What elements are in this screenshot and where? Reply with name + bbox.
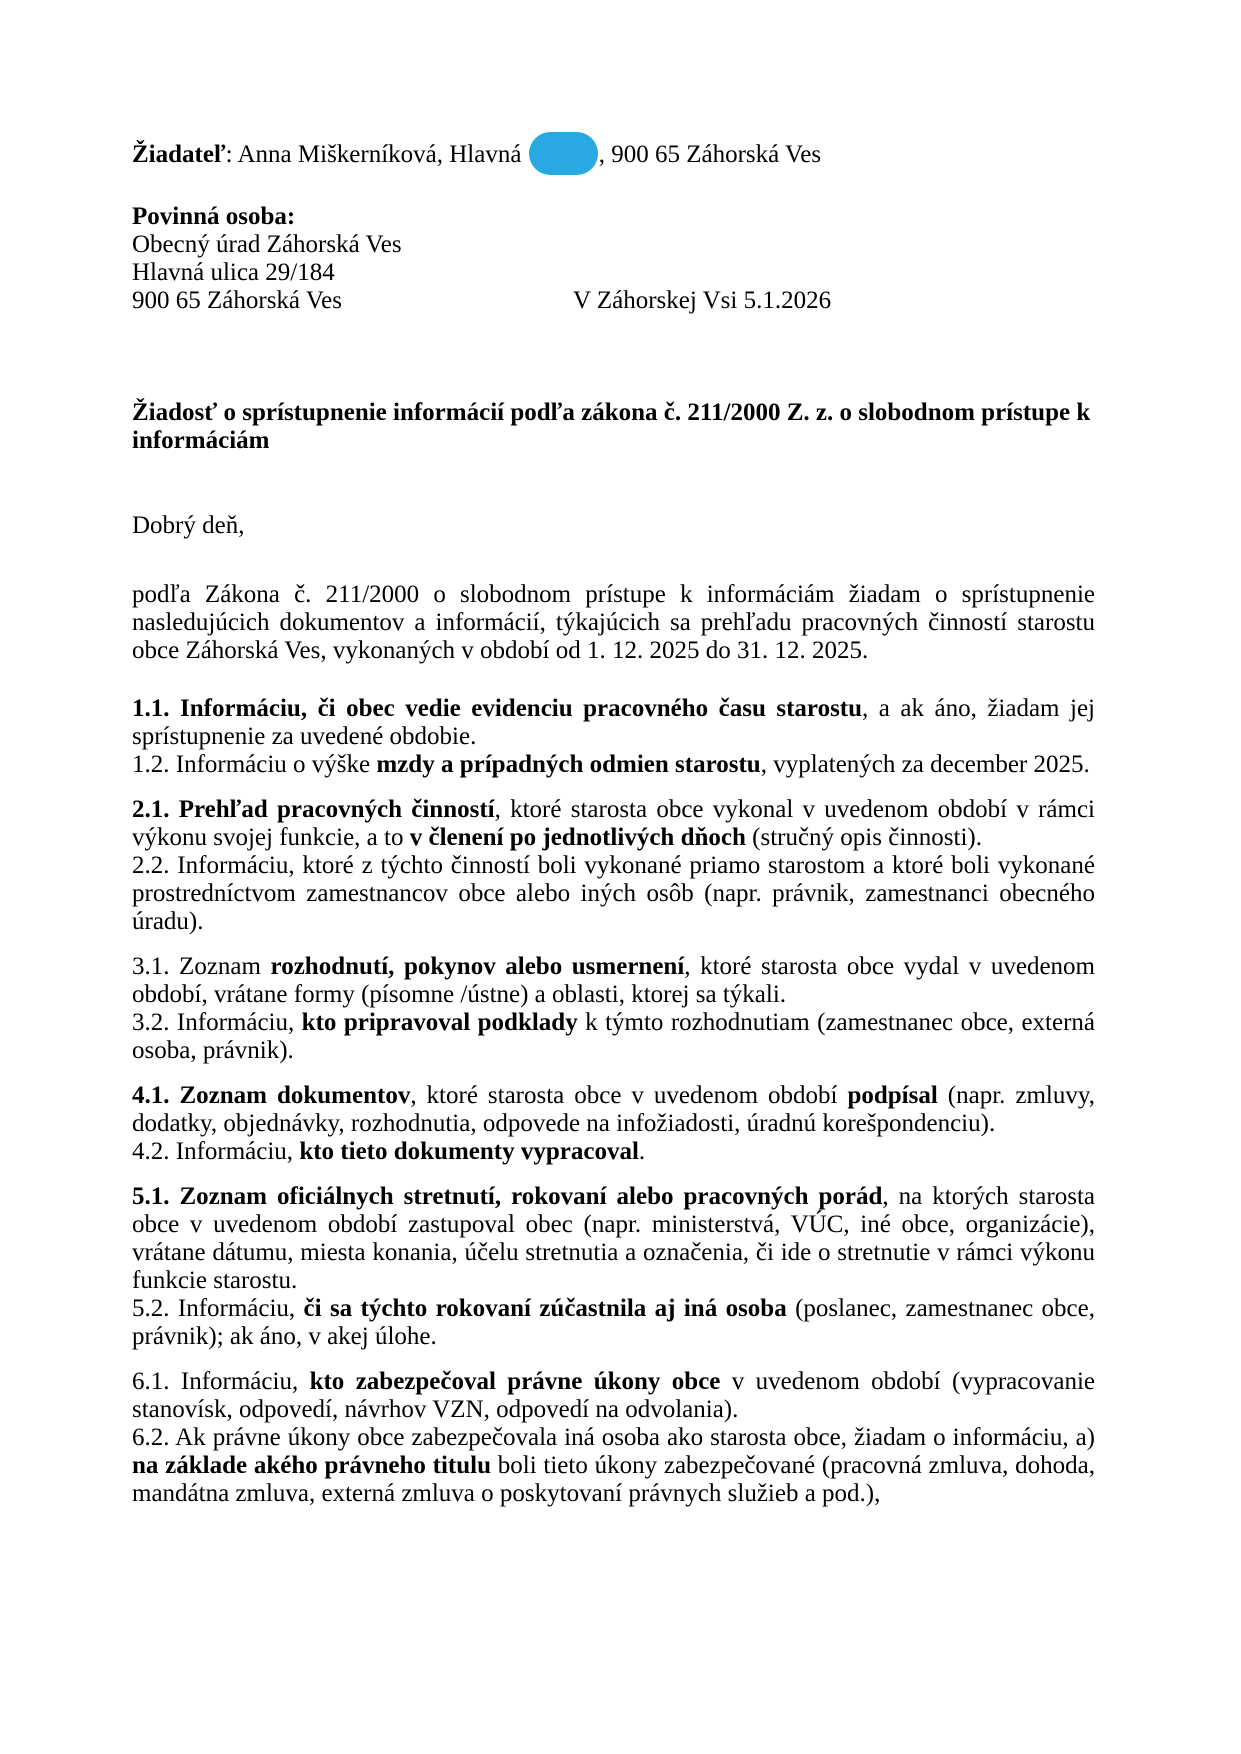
request-item-1.1: 1.1. Informáciu, či obec vedie evidenciu pracovného času starostu, a ak áno, žiadam jej sprístupnenie za uvedené obdobie. — [132, 695, 1095, 750]
request-group-6 — [132, 1368, 1095, 1508]
obliged-person-street: Hlavná ulica 29/184 — [132, 259, 335, 286]
obliged-person-city: 900 65 Záhorská Ves — [132, 287, 342, 314]
place-and-date: V Záhorskej Vsi 5.1.2026 — [573, 287, 832, 314]
request-item-6.1: 6.1. Informáciu, kto zabezpečoval právne úkony obce v uvedenom období (vypracovanie stanovísk, odpovedí, návrhov VZN, odpovedí na odvolania). — [132, 1368, 1095, 1423]
document-title: Žiadosť o sprístupnenie informácií podľa zákona č. 211/2000 Z. z. o slobodnom prístupe k informáciám — [132, 399, 1091, 454]
request-item-4.2: 4.2. Informáciu, kto tieto dokumenty vypracoval. — [132, 1138, 646, 1165]
intro-paragraph: podľa Zákona č. 211/2000 o slobodnom prístupe k informáciám žiadam o sprístupnenie nasledujúcich dokumentov a informácií, týkajúcich sa prehľadu pracovných činností starostu obce Záhorská Ves, vykonaných v období od 1. 12. 2025 do 31. 12. 2025. — [132, 581, 1095, 664]
request-group-5 — [132, 1183, 1095, 1351]
request-group-2 — [132, 796, 1095, 936]
request-item-4.1: 4.1. Zoznam dokumentov, ktoré starosta obce v uvedenom období podpísal (napr. zmluvy, dodatky, objednávky, rozhodnutia, odpovede na infožiadosti, úradnú korešpondenciu). — [132, 1082, 1095, 1137]
obliged-person-block — [132, 203, 1095, 315]
obliged-person-name: Obecný úrad Záhorská Ves — [132, 231, 402, 258]
request-item-3.1: 3.1. Zoznam rozhodnutí, pokynov alebo usmernení, ktoré starosta obce vydal v uvedenom období, vrátane formy (písomne /ústne) a oblasti, ktorej sa týkali. — [132, 953, 1095, 1008]
request-group-1 — [132, 695, 1095, 779]
applicant-line: Žiadateľ: Anna Miškerníková, Hlavná , 900 65 Záhorská Ves — [132, 132, 1095, 175]
request-item-2.2: 2.2. Informáciu, ktoré z týchto činností boli vykonané priamo starostom a ktoré boli vykonané prostredníctvom zamestnancov obce alebo iných osôb (napr. právnik, zamestnanci obecného úradu). — [132, 852, 1095, 935]
request-item-3.2: 3.2. Informáciu, kto pripravoval podklady k týmto rozhodnutiam (zamestnanec obce, externá osoba, právnik). — [132, 1009, 1096, 1064]
requests-list — [132, 695, 1095, 1508]
request-item-5.2: 5.2. Informáciu, či sa týchto rokovaní zúčastnila aj iná osoba (poslanec, zamestnanec obce, právnik); ak áno, v akej úlohe. — [132, 1295, 1095, 1350]
request-group-3 — [132, 953, 1095, 1065]
request-item-1.2: 1.2. Informáciu o výške mzdy a prípadných odmien starostu, vyplatených za december 2025. — [132, 751, 1090, 778]
redaction-blob — [529, 132, 598, 175]
city-and-date-line — [132, 287, 1095, 315]
request-group-4 — [132, 1082, 1095, 1166]
request-item-5.1: 5.1. Zoznam oficiálnych stretnutí, rokovaní alebo pracovných porád, na ktorých starosta obce v uvedenom období zastupoval obec (napr. ministerstvá, VÚC, iné obce, organizácie), vrátane dátumu, miesta konania, účelu stretnutia a označenia, či ide o stretnutie v rámci výkonu funkcie starostu. — [132, 1183, 1096, 1294]
request-item-2.1: 2.1. Prehľad pracovných činností, ktoré starosta obce vykonal v uvedenom období v rámci výkonu svojej funkcie, a to v členení po jednotlivých dňoch (stručný opis činnosti). — [132, 796, 1096, 851]
request-item-6.2: 6.2. Ak právne úkony obce zabezpečovala iná osoba ako starosta obce, žiadam o informáciu, a) na základe akého právneho titulu boli tieto úkony zabezpečované (pracovná zmluva, dohoda, mandátna zmluva, externá zmluva o poskytovaní právnych služieb a pod.), — [132, 1424, 1095, 1507]
greeting: Dobrý deň, — [132, 512, 245, 539]
obliged-person-heading: Povinná osoba: — [132, 203, 296, 230]
